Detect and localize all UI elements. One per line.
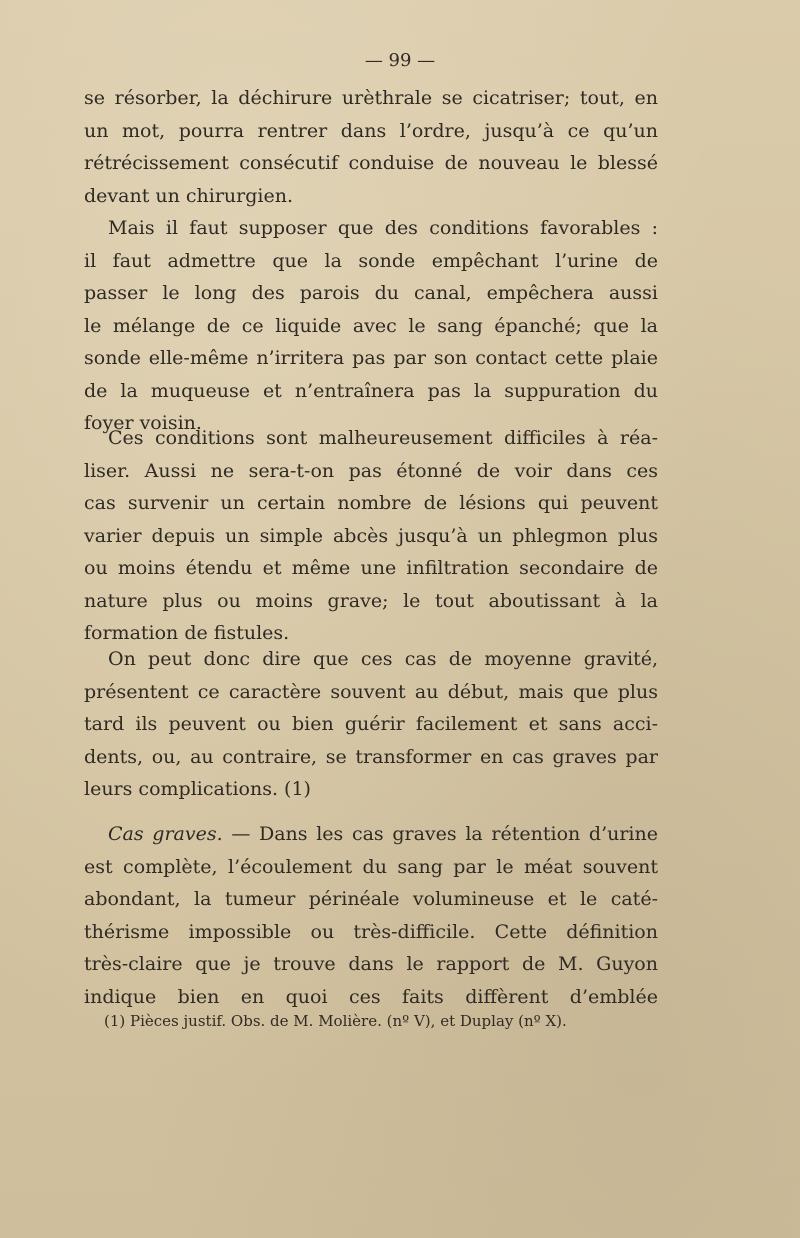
text-line: Mais il faut supposer que des conditions favorables :	[108, 217, 658, 239]
text-line: indique bien en quoi ces faits diffèrent d’emblée	[84, 985, 658, 1008]
text-line: liser. Aussi ne sera-t-on pas étonné de voir dans ces	[84, 459, 658, 482]
text-line	[84, 818, 658, 851]
paragraph-2	[84, 212, 658, 440]
text-line: de la muqueuse et n’entraînera pas la suppuration du	[84, 379, 658, 402]
paragraph-4	[84, 643, 658, 806]
text-line: On peut donc dire que ces cas de moyenne gravité,	[108, 648, 658, 670]
text-line: thérisme impossible ou très-difficile. Cette définition	[84, 920, 658, 943]
text-line: rétrécissement consécutif conduise de nouveau le blessé	[84, 152, 658, 174]
text-line: cas survenir un certain nombre de lésions qui peuvent	[84, 492, 658, 514]
text-line: abondant, la tumeur périnéale volumineuse et le caté-	[84, 888, 658, 910]
text-line: tard ils peuvent ou bien guérir facilement et sans acci-	[84, 713, 658, 735]
text-line: présentent ce caractère souvent au début, mais que plus	[84, 680, 658, 703]
text-line: leurs complications. (1)	[84, 778, 311, 800]
paragraph-5	[84, 818, 658, 1013]
text-line: Ces conditions sont malheureusement difficiles à réa-	[108, 427, 658, 449]
text-line: très-claire que je trouve dans le rapport de M. Guyon	[84, 953, 658, 975]
text-line: le mélange de ce liquide avec le sang épanché; que la	[84, 314, 658, 337]
text-line: nature plus ou moins grave; le tout aboutissant à la	[84, 589, 658, 612]
text-line: il faut admettre que la sonde empêchant l’urine de	[84, 249, 658, 272]
text-line: un mot, pourra rentrer dans l’ordre, jusqu’à ce qu’un	[84, 119, 658, 142]
text-line: varier depuis un simple abcès jusqu’à un phlegmon plus	[84, 524, 658, 547]
paragraph-1	[84, 82, 658, 212]
text-line: sonde elle-même n’irritera pas par son contact cette plaie	[84, 347, 658, 369]
text-line: formation de fistules.	[84, 622, 290, 644]
text-line-continuation: — Dans les cas graves la rétention d’urine	[222, 823, 658, 845]
text-line: est complète, l’écoulement du sang par le méat souvent	[84, 855, 658, 878]
text-line: passer le long des parois du canal, empêchera aussi	[84, 282, 658, 304]
paragraph-3	[84, 422, 658, 650]
text-line: foyer voisin.	[84, 412, 202, 434]
page-number: — 99 —	[364, 50, 436, 71]
text-line: devant un chirurgien.	[84, 184, 294, 207]
footnote: (1) Pièces justif. Obs. de M. Molière. (nº V), et Duplay (nº X).	[104, 1012, 567, 1030]
text-line: se résorber, la déchirure urèthrale se cicatriser; tout, en	[84, 87, 658, 109]
text-line: dents, ou, au contraire, se transformer en cas graves par	[84, 745, 658, 768]
text-line: ou moins étendu et même une infiltration secondaire de	[84, 557, 658, 579]
section-heading: Cas graves.	[108, 823, 223, 845]
